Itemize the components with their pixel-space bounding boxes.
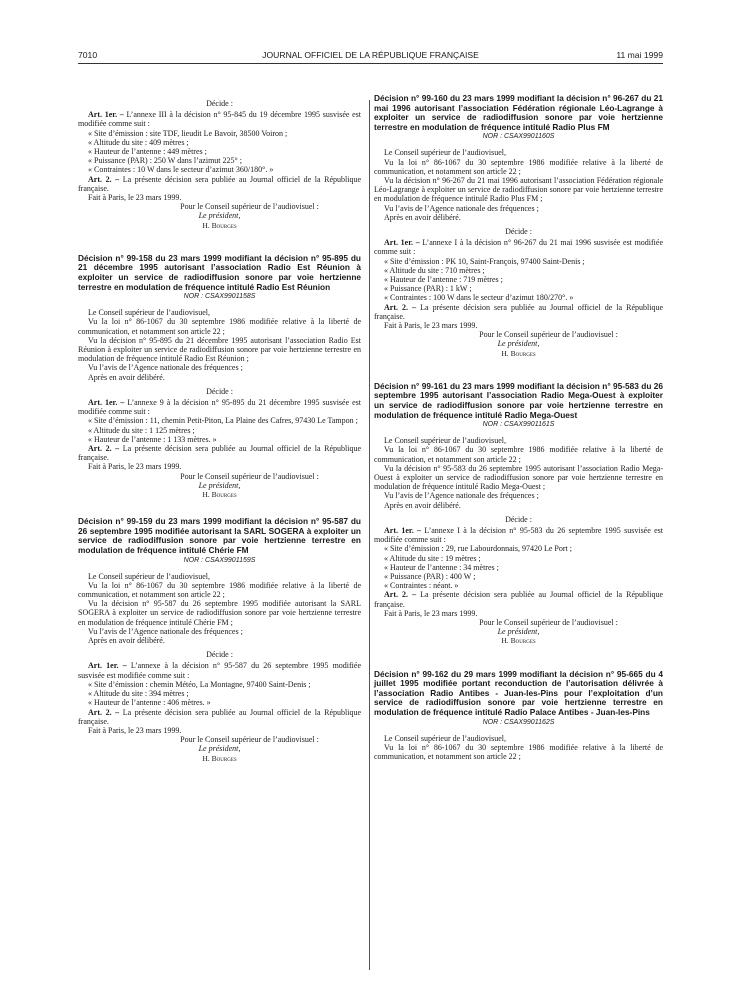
- column-divider: [369, 100, 370, 970]
- annex-item: « Site d’émission : PK 10, Saint-François, 97400 Saint-Denis ;: [384, 256, 585, 266]
- article-1-text: L’annexe III à la décision n° 95-845 du 19 décembre 1995 susvisée est modifiée comme suit :: [78, 110, 362, 129]
- article-2: Art. 2. – La présente décision sera publiée au Journal officiel de la République française.: [374, 590, 664, 609]
- decision-title: Décision n° 99-159 du 23 mars 1999 modifiant la décision n° 95-587 du 26 septembre 1995 modifiée autorisant la SARL SOGERA à exploiter un service de radiodiffusion sonore par voie hertzienne terrestre en modulation de fréquence intitulé Chérie FM: [78, 516, 361, 556]
- signature-name: H. Bourges: [202, 220, 237, 230]
- article-1: Art. 1er. – L’annexe I à la décision n° 95-583 du 26 septembre 1995 susvisée est modifiée comme suit :: [374, 526, 664, 545]
- decide-heading: Décide :: [206, 99, 233, 108]
- decision-title: Décision n° 99-162 du 29 mars 1999 modifiant la décision n° 95-665 du 4 juillet 1995 modifiée portant reconduction de l’autorisation délivrée à l’association Radio Antibes - Juan-les-Pins pour l’exploitation d’un service de radiodiffusion sonore par voie hertzienne terrestre en modulation de fréquence intitulé Radio Palace Antibes - Juan-les-Pins: [374, 668, 663, 718]
- nor-reference: NOR : CSAX9901162S: [482, 718, 555, 726]
- article-1: [78, 110, 361, 128]
- preamble-line: Vu la loi n° 86-1067 du 30 septembre 1986 modifiée relative à la liberté de communication, et notamment son article 22 ;: [374, 742, 663, 762]
- right-column: [374, 94, 663, 761]
- signature-name: H. Bourges: [501, 636, 536, 646]
- signature-org: Pour le Conseil supérieur de l’audiovisuel :: [479, 330, 618, 340]
- article-2: Art. 2. – La présente décision sera publiée au Journal officiel de la République française.: [374, 302, 664, 321]
- signature-role: Le président,: [198, 744, 241, 754]
- preamble-line: Le Conseil supérieur de l’audiovisuel,: [384, 148, 506, 158]
- preamble-line: Après en avoir délibéré.: [384, 212, 461, 222]
- annex-item: « Hauteur de l’antenne : 449 mètres ;: [88, 147, 207, 157]
- nor-reference: NOR : CSAX9901161S: [482, 421, 555, 429]
- signature-org: Pour le Conseil supérieur de l’audiovisuel :: [180, 202, 319, 212]
- done-at: Fait à Paris, le 23 mars 1999.: [88, 193, 182, 203]
- preamble-line: Le Conseil supérieur de l’audiovisuel,: [384, 733, 506, 743]
- article-2: Art. 2. – La présente décision sera publiée au Journal officiel de la République française.: [78, 444, 362, 463]
- nor-reference: NOR : CSAX9901160S: [482, 133, 555, 141]
- decide-heading: Décide :: [206, 650, 233, 660]
- article-2-text: La présente décision sera publiée au Journal officiel de la République française.: [78, 174, 362, 193]
- signature-role: Le président,: [497, 627, 540, 637]
- annex-item: « Altitude du site : 19 mètres ;: [384, 553, 481, 563]
- preamble-line: Vu la décision n° 95-587 du 26 septembre 1995 modifiée autorisant la SARL SOGERA à exploiter un service de radiodiffusion sonore par voie hertzienne terrestre en modulation de fréquence intitulé Chérie FM ;: [78, 599, 361, 627]
- decision-99-162: [374, 670, 663, 762]
- signature-role: Le président,: [198, 211, 241, 221]
- preamble-line: Vu l’avis de l’Agence nationale des fréquences ;: [88, 626, 243, 636]
- annex-item: « Site d’émission : site TDF, lieudit Le Bavoir, 38500 Voiron ;: [88, 128, 288, 138]
- decide-heading: Décide :: [505, 227, 532, 236]
- annex-item: « Contraintes : 10 W dans le secteur d’azimut 360/180°. »: [88, 165, 274, 175]
- annex-item: « Altitude du site : 409 mètres ;: [88, 137, 189, 147]
- signature-org: Pour le Conseil supérieur de l’audiovisuel :: [180, 735, 319, 745]
- annex-item: « Puissance (PAR) : 1 kW ;: [384, 284, 472, 294]
- preamble-line: Vu la loi n° 86-1067 du 30 septembre 1986 modifiée relative à la liberté de communication, et notamment son article 22 ;: [78, 317, 361, 336]
- article-1-label: Art. 1er. –: [88, 110, 124, 120]
- annex-item: « Site d’émission : 29, rue Labourdonnais, 97420 Le Port ;: [384, 544, 572, 554]
- signature-role: Le président,: [497, 339, 540, 349]
- signature-org: Pour le Conseil supérieur de l’audiovisuel :: [180, 471, 319, 481]
- preamble-line: Vu la loi n° 86-1067 du 30 septembre 1986 modifiée relative à la liberté de communication, et notamment son article 22 ;: [374, 157, 663, 176]
- preamble-line: Vu l’avis de l’Agence nationale des fréquences ;: [88, 363, 243, 373]
- annex-item: « Site d’émission : 11, chemin Petit-Piton, La Plaine des Cafres, 97430 Le Tampon ;: [88, 416, 358, 426]
- annex-item: « Puissance (PAR) : 400 W ;: [384, 572, 476, 582]
- annex-item: « Hauteur de l’antenne : 406 mètres. »: [88, 698, 211, 708]
- annex-item: « Hauteur de l’antenne : 1 133 mètres. »: [88, 434, 217, 444]
- annex-item: « Altitude du site : 1 125 mètres ;: [88, 425, 195, 435]
- preamble-line: Vu la décision n° 95-583 du 26 septembre 1995 autorisant l’association Radio Mega-Ouest à exploiter un service de radiodiffusion sonore par voie hertzienne terrestre en modulation de fréquence intitulé Radio Mega-Ouest ;: [374, 463, 663, 492]
- done-at: Fait à Paris, le 23 mars 1999.: [88, 725, 182, 735]
- decision-title: Décision n° 99-158 du 23 mars 1999 modifiant la décision n° 95-895 du 21 décembre 1995 autorisant l’association Radio Est Réunion à exploiter un service de radiodiffusion sonore par voie hertzienne terrestre en modulation de fréquence intitulé Radio Est Réunion: [78, 252, 361, 292]
- page-number: 7010: [78, 50, 98, 60]
- issue-date: 11 mai 1999: [616, 50, 663, 60]
- article-1: Art. 1er. – L’annexe à la décision n° 95-587 du 26 septembre 1995 modifiée susvisée est modifiée comme suit :: [78, 661, 362, 680]
- annex-item: « Hauteur de l’antenne : 34 mètres ;: [384, 562, 499, 572]
- decision-99-161: [374, 382, 663, 646]
- nor-reference: NOR : CSAX9901159S: [183, 556, 256, 564]
- signature-name: H. Bourges: [501, 348, 536, 358]
- article-2-label: Art. 2. –: [88, 174, 120, 184]
- done-at: Fait à Paris, le 23 mars 1999.: [384, 321, 478, 331]
- decision-99-159: [78, 517, 361, 762]
- signature-role: Le président,: [198, 480, 241, 490]
- preamble-line: Vu la décision n° 95-895 du 21 décembre 1995 autorisant l’association Radio Est Réunion à exploiter un service de radiodiffusion sonore par voie hertzienne terrestre en modulation de fréquence intitulé Radio Est Réunion ;: [78, 335, 361, 364]
- decision-continuation: [78, 99, 361, 230]
- signature-org: Pour le Conseil supérieur de l’audiovisuel :: [479, 618, 618, 628]
- annex-item: « Altitude du site : 710 mètres ;: [384, 265, 485, 275]
- annex-item: « Altitude du site : 394 mètres ;: [88, 689, 189, 699]
- decision-title: Décision n° 99-160 du 23 mars 1999 modifiant la décision n° 96-267 du 21 mai 1996 autorisant l’association Fédération régionale Léo-Lagrange à exploiter un service de radiodiffusion sonore par voie hertzienne terrestre en modulation de fréquence intitulé Radio Plus FM: [374, 93, 663, 132]
- done-at: Fait à Paris, le 23 mars 1999.: [88, 462, 182, 472]
- decision-99-160: [374, 94, 663, 358]
- annex-item: « Contraintes : 100 W dans le secteur d’azimut 180/270°. »: [384, 293, 574, 303]
- preamble-line: Vu l’avis de l’Agence nationale des fréquences ;: [384, 491, 539, 501]
- preamble-line: Le Conseil supérieur de l’audiovisuel,: [88, 571, 210, 581]
- decision-99-158: [78, 254, 361, 499]
- preamble-line: Le Conseil supérieur de l’audiovisuel,: [88, 308, 210, 318]
- annex-item: « Site d’émission : chemin Météo, La Montagne, 97400 Saint-Denis ;: [88, 679, 311, 689]
- preamble-line: Le Conseil supérieur de l’audiovisuel,: [384, 436, 506, 446]
- signature-name: H. Bourges: [202, 753, 237, 763]
- article-2: [78, 175, 361, 193]
- article-1: Art. 1er. – L’annexe 9 à la décision n° 95-895 du 21 décembre 1995 susvisée est modifiée comme suit :: [78, 398, 362, 417]
- article-2: Art. 2. – La présente décision sera publiée au Journal officiel de la République française.: [78, 707, 362, 726]
- preamble-line: Après en avoir délibéré.: [88, 636, 165, 646]
- preamble-line: Après en avoir délibéré.: [88, 372, 165, 382]
- done-at: Fait à Paris, le 23 mars 1999.: [384, 608, 478, 618]
- decide-heading: Décide :: [206, 386, 233, 396]
- preamble-line: Vu la loi n° 86-1067 du 30 septembre 1986 modifiée relative à la liberté de communication, et notamment son article 22 ;: [78, 580, 361, 600]
- preamble-line: Après en avoir délibéré.: [384, 500, 461, 510]
- left-column: [78, 94, 361, 763]
- annex-item: « Contraintes : néant. »: [384, 581, 459, 591]
- signature-name: H. Bourges: [202, 490, 237, 500]
- preamble-line: Vu la décision n° 96-267 du 21 mai 1996 autorisant l’association Fédération régionale Léo-Lagrange à exploiter un service de radiodiffusion sonore par voie hertzienne terrestre en modulation de fréquence intitulé Radio Plus FM ;: [374, 175, 663, 204]
- decision-title: Décision n° 99-161 du 23 mars 1999 modifiant la décision n° 95-583 du 26 septembre 1995 autorisant l’association Radio Mega-Ouest à exploiter un service de radiodiffusion sonore par voie hertzienne terrestre en modulation de fréquence intitulé Radio Mega-Ouest: [374, 380, 663, 420]
- preamble-line: Vu la loi n° 86-1067 du 30 septembre 1986 modifiée relative à la liberté de communication, et notamment son article 22 ;: [374, 445, 663, 464]
- nor-reference: NOR : CSAX9901158S: [183, 293, 256, 301]
- annex-item: « Puissance (PAR) : 250 W dans l’azimut 225° ;: [88, 156, 242, 166]
- annex-item: « Hauteur de l’antenne : 719 mètres ;: [384, 275, 503, 285]
- journal-title: JOURNAL OFFICIEL DE LA RÉPUBLIQUE FRANÇAISE: [262, 50, 479, 60]
- preamble-line: Vu l’avis de l’Agence nationale des fréquences ;: [384, 203, 539, 213]
- decide-heading: Décide :: [505, 514, 532, 524]
- header-rule: [78, 63, 663, 64]
- page-header: [78, 50, 663, 64]
- article-1: Art. 1er. – L’annexe I à la décision n° 96-267 du 21 mai 1996 susvisée est modifiée comme suit :: [374, 238, 664, 257]
